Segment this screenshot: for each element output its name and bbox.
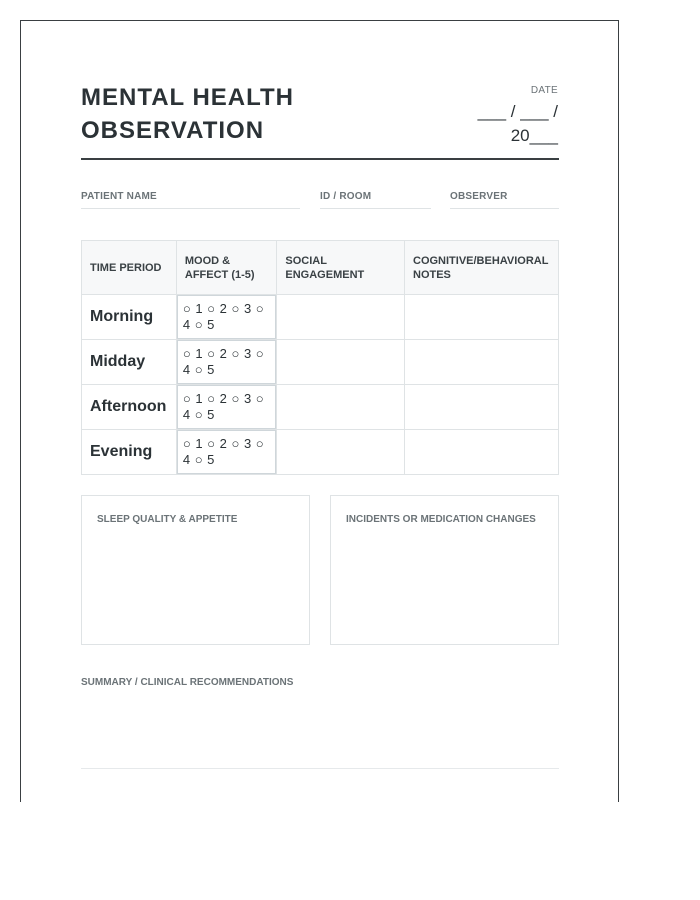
table-row [82, 430, 559, 475]
summary-label: SUMMARY / CLINICAL RECOMMENDATIONS [81, 677, 294, 688]
date-block [478, 85, 558, 148]
observation-table [81, 240, 559, 475]
social-engagement-cell[interactable] [277, 295, 405, 340]
mood-rating-cell[interactable]: ○ 1 ○ 2 ○ 3 ○ 4 ○ 5 [176, 295, 277, 340]
summary-field[interactable] [81, 768, 559, 769]
page-title [81, 81, 294, 147]
header-time-period: TIME PERIOD [82, 241, 177, 295]
patient-name-field[interactable] [81, 191, 300, 209]
date-label: DATE [530, 85, 558, 96]
id-room-field[interactable] [320, 191, 431, 209]
cognitive-notes-cell[interactable] [405, 430, 559, 475]
header-mood-affect: MOOD & AFFECT (1-5) [176, 241, 277, 295]
header-social-engagement: SOCIAL ENGAGEMENT [277, 241, 405, 295]
period-cell: Morning [82, 295, 177, 340]
table-header-row [82, 241, 559, 295]
patient-name-label: PATIENT NAME [81, 191, 157, 202]
header-cognitive-notes: COGNITIVE/BEHAVIORAL NOTES [405, 241, 559, 295]
incidents-medication-label: INCIDENTS OR MEDICATION CHANGES [346, 514, 536, 525]
social-engagement-cell[interactable] [277, 385, 405, 430]
period-cell: Midday [82, 340, 177, 385]
table-row [82, 295, 559, 340]
observer-label: OBSERVER [450, 191, 508, 202]
mood-rating-cell[interactable]: ○ 1 ○ 2 ○ 3 ○ 4 ○ 5 [176, 340, 277, 385]
table-row [82, 385, 559, 430]
period-cell: Evening [82, 430, 177, 475]
title-line-1: MENTAL HEALTH [81, 84, 294, 111]
period-cell: Afternoon [82, 385, 177, 430]
social-engagement-cell[interactable] [277, 340, 405, 385]
date-line-1: ___ / ___ / [477, 102, 558, 121]
social-engagement-cell[interactable] [277, 430, 405, 475]
cognitive-notes-cell[interactable] [405, 340, 559, 385]
observation-sheet [20, 20, 619, 802]
observer-field[interactable] [450, 191, 559, 209]
cognitive-notes-cell[interactable] [405, 295, 559, 340]
table-row [82, 340, 559, 385]
mood-rating-cell[interactable]: ○ 1 ○ 2 ○ 3 ○ 4 ○ 5 [176, 430, 277, 475]
title-line-2: OBSERVATION [81, 117, 265, 144]
incidents-medication-box[interactable] [330, 495, 559, 645]
cognitive-notes-cell[interactable] [405, 385, 559, 430]
id-room-label: ID / ROOM [320, 191, 372, 202]
header-divider [81, 158, 559, 160]
sleep-appetite-label: SLEEP QUALITY & APPETITE [97, 514, 238, 525]
sleep-appetite-box[interactable] [81, 495, 310, 645]
mood-rating-cell[interactable]: ○ 1 ○ 2 ○ 3 ○ 4 ○ 5 [176, 385, 277, 430]
date-field[interactable] [478, 100, 558, 148]
date-line-2: 20___ [510, 126, 558, 145]
